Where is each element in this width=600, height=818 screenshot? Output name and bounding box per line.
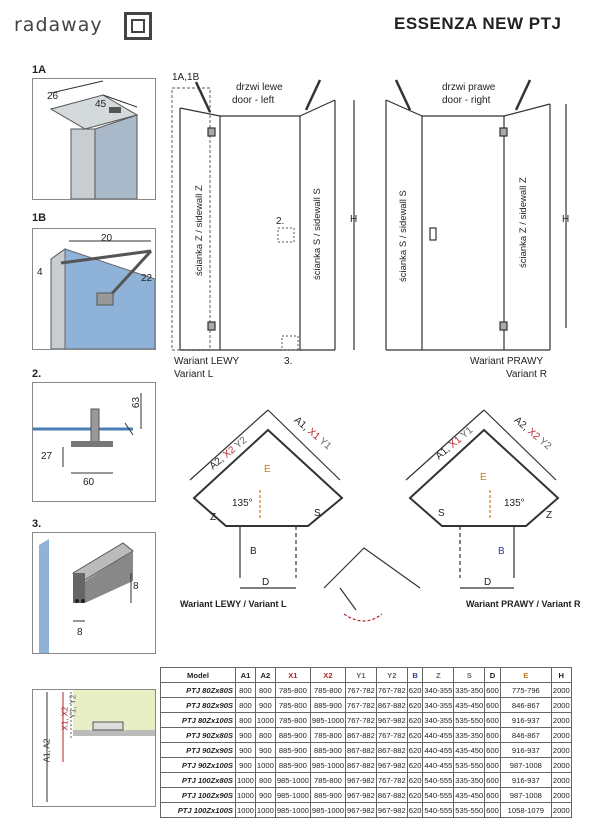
table-cell: 600: [485, 803, 501, 818]
detail-3-panel: [32, 532, 156, 654]
height-left: H: [350, 214, 358, 225]
dim-4: 4: [37, 267, 43, 278]
table-cell: 600: [485, 728, 501, 743]
table-cell: 620: [407, 713, 423, 728]
section-drawing: [33, 690, 155, 806]
table-cell: 2000: [551, 743, 571, 758]
table-cell: 785-800: [310, 683, 345, 698]
table-cell: 1000: [255, 803, 275, 818]
plan-right-z: Z: [546, 510, 553, 521]
table-cell: 2000: [551, 803, 571, 818]
table-cell: 620: [407, 743, 423, 758]
dim-45: 45: [95, 99, 107, 110]
table-cell: 985-1000: [310, 758, 345, 773]
table-header-row: [161, 668, 572, 683]
dim-27: 27: [41, 451, 53, 462]
table-cell: 916-937: [500, 743, 551, 758]
table-cell: 785-800: [275, 713, 310, 728]
table-cell: 800: [236, 713, 256, 728]
table-cell: 335-350: [454, 728, 485, 743]
dim-26: 26: [47, 91, 59, 102]
table-cell: PTJ 90Zx100S: [161, 758, 236, 773]
table-cell: 767-782: [376, 773, 407, 788]
table-row: [161, 743, 572, 758]
sidewall-s-right: ścianka S / sidewall S: [398, 190, 409, 282]
table-cell: 885-900: [310, 788, 345, 803]
door-right-pl: drzwi prawe: [442, 82, 496, 93]
table-cell: 340-355: [423, 698, 454, 713]
table-header: A2: [255, 668, 275, 683]
table-header: B: [407, 668, 423, 683]
door-left-pl: drzwi lewe: [236, 82, 283, 93]
detail-1a-panel: [32, 78, 156, 200]
table-cell: 885-900: [310, 743, 345, 758]
table-cell: 900: [236, 758, 256, 773]
table-cell: 985-1000: [275, 803, 310, 818]
table-header: Y2: [376, 668, 407, 683]
table-cell: 2000: [551, 728, 571, 743]
variant-left-pl: Wariant LEWY: [174, 356, 240, 367]
table-cell: PTJ 90Zx90S: [161, 743, 236, 758]
sidewall-s-left: ścianka S / sidewall S: [312, 188, 323, 280]
table-row: [161, 773, 572, 788]
table-cell: 985-1000: [275, 788, 310, 803]
table-cell: 867-882: [376, 743, 407, 758]
table-cell: PTJ 100Zx100S: [161, 803, 236, 818]
brand-logo: radaway: [14, 14, 103, 36]
table-cell: 1058-1079: [500, 803, 551, 818]
table-cell: 985-1000: [310, 803, 345, 818]
table-header: S: [454, 668, 485, 683]
elevation-right: [386, 80, 566, 350]
table-cell: 435-450: [454, 698, 485, 713]
plan-left-s: S: [314, 508, 321, 519]
table-cell: PTJ 100Zx90S: [161, 788, 236, 803]
callout-1a-1b: 1A,1B: [172, 72, 200, 83]
table-cell: 600: [485, 788, 501, 803]
table-header: Model: [161, 668, 236, 683]
table-cell: 600: [485, 743, 501, 758]
table-cell: 900: [236, 728, 256, 743]
plan-right-a2: A2, X2 Y2: [511, 414, 554, 453]
plan-left-z: Z: [210, 512, 217, 523]
table-cell: 767-782: [376, 728, 407, 743]
plan-left-e: E: [264, 464, 271, 475]
detail-1b-panel: [32, 228, 156, 350]
table-cell: 900: [255, 788, 275, 803]
table-cell: 967-982: [376, 758, 407, 773]
table-cell: 967-982: [346, 773, 377, 788]
section-y1y2: Y1, Y2: [68, 694, 78, 719]
variant-right-en: Variant R: [506, 369, 547, 380]
detail-1a-label: 1A: [32, 64, 47, 76]
table-row: [161, 758, 572, 773]
table-cell: 2000: [551, 698, 571, 713]
section-panel: [32, 689, 156, 807]
table-cell: 1000: [255, 758, 275, 773]
detail-1b-label: 1B: [32, 212, 47, 224]
table-cell: 2000: [551, 713, 571, 728]
table-header: E: [500, 668, 551, 683]
table-cell: 985-1000: [275, 773, 310, 788]
table-cell: 867-882: [346, 758, 377, 773]
detail-1b-drawing: [33, 229, 155, 349]
dim-60: 60: [83, 477, 95, 488]
table-header: H: [551, 668, 571, 683]
section-x1x2: X1, X2: [60, 706, 70, 731]
table-header: X1: [275, 668, 310, 683]
table-cell: 600: [485, 683, 501, 698]
table-cell: 620: [407, 728, 423, 743]
table-row: [161, 803, 572, 818]
table-cell: 846-867: [500, 728, 551, 743]
table-cell: 800: [255, 773, 275, 788]
logo-mark-icon: [124, 12, 152, 40]
table-cell: 600: [485, 698, 501, 713]
table-header: D: [485, 668, 501, 683]
table-cell: 435-450: [454, 743, 485, 758]
section-a1a2: A1, A2: [42, 738, 52, 763]
table-cell: 2000: [551, 683, 571, 698]
table-cell: 1000: [236, 773, 256, 788]
page-title: ESSENZA NEW PTJ: [394, 14, 562, 33]
table-cell: 600: [485, 713, 501, 728]
plan-right-caption: Wariant PRAWY / Variant R: [466, 599, 581, 609]
detail-3-drawing: [33, 533, 155, 653]
plan-right-e: E: [480, 472, 487, 483]
table-row: [161, 698, 572, 713]
table-cell: 620: [407, 698, 423, 713]
table-cell: PTJ 80Zx90S: [161, 698, 236, 713]
table-cell: 800: [236, 683, 256, 698]
table-cell: 916-937: [500, 713, 551, 728]
table-cell: 967-982: [376, 803, 407, 818]
table-cell: 767-782: [376, 683, 407, 698]
table-cell: 900: [236, 743, 256, 758]
plan-left-a1: A1, X1 Y1: [291, 414, 334, 453]
table-cell: 967-982: [376, 713, 407, 728]
detail-2-panel: [32, 382, 156, 502]
table-cell: 435-450: [454, 788, 485, 803]
plan-left-a2: A2, X2 Y2: [207, 434, 250, 473]
table-cell: 1000: [255, 713, 275, 728]
door-right-en: door - right: [442, 95, 491, 106]
callout-3: 3.: [284, 356, 293, 367]
table-row: [161, 728, 572, 743]
table-cell: 846-867: [500, 698, 551, 713]
sidewall-z-left: ścianka Z / sidewall Z: [194, 185, 205, 276]
table-cell: 540-555: [423, 803, 454, 818]
table-header: Z: [423, 668, 454, 683]
callout-2: 2.: [276, 216, 285, 227]
plan-left-b: B: [250, 546, 257, 557]
table-cell: 767-782: [346, 698, 377, 713]
height-right: H: [562, 214, 570, 225]
plan-left-caption: Wariant LEWY / Variant L: [180, 599, 287, 609]
table-cell: 785-800: [310, 728, 345, 743]
table-header: A1: [236, 668, 256, 683]
table-cell: 800: [236, 698, 256, 713]
table-cell: 600: [485, 758, 501, 773]
table-cell: 987-1008: [500, 788, 551, 803]
table-row: [161, 788, 572, 803]
table-cell: 867-882: [346, 743, 377, 758]
plan-center: [324, 548, 420, 621]
table-cell: PTJ 80Zx100S: [161, 713, 236, 728]
table-cell: 916-937: [500, 773, 551, 788]
table-cell: 340-355: [423, 713, 454, 728]
plan-left-d: D: [262, 577, 270, 588]
table-cell: 620: [407, 758, 423, 773]
table-cell: 900: [255, 698, 275, 713]
table-row: [161, 713, 572, 728]
plan-right-angle: 135°: [504, 498, 525, 509]
variant-left-en: Variant L: [174, 369, 214, 380]
table-cell: PTJ 100Zx80S: [161, 773, 236, 788]
table-cell: 2000: [551, 788, 571, 803]
dim-63: 63: [131, 396, 143, 409]
plan-right-b: B: [498, 546, 505, 557]
table-cell: 2000: [551, 773, 571, 788]
table-cell: 885-900: [310, 698, 345, 713]
detail-2-label: 2.: [32, 368, 42, 380]
plan-right-a1: A1, X1 Y1: [433, 424, 476, 463]
variant-right-pl: Wariant PRAWY: [470, 356, 544, 367]
table-cell: 540-555: [423, 788, 454, 803]
table-cell: 600: [485, 773, 501, 788]
dim-22: 22: [141, 273, 153, 284]
dim-8-height: 8: [133, 581, 139, 592]
table-cell: 2000: [551, 758, 571, 773]
table-cell: 340-355: [423, 683, 454, 698]
table-row: [161, 683, 572, 698]
table-cell: 785-800: [275, 683, 310, 698]
table-cell: 767-782: [346, 713, 377, 728]
table-cell: 800: [255, 728, 275, 743]
dim-20: 20: [101, 233, 113, 244]
table-cell: 620: [407, 773, 423, 788]
table-cell: 967-982: [346, 788, 377, 803]
table-cell: PTJ 90Zx80S: [161, 728, 236, 743]
table-cell: 785-800: [275, 698, 310, 713]
table-cell: 867-882: [376, 788, 407, 803]
table-cell: 440-455: [423, 758, 454, 773]
table-cell: 867-882: [376, 698, 407, 713]
table-cell: 620: [407, 788, 423, 803]
table-cell: 985-1000: [310, 713, 345, 728]
plan-drawings: [160, 400, 590, 650]
table-cell: 1000: [236, 803, 256, 818]
table-cell: 1000: [236, 788, 256, 803]
table-cell: 540-555: [423, 773, 454, 788]
table-cell: 767-782: [346, 683, 377, 698]
door-left-en: door - left: [232, 95, 275, 106]
sidewall-z-right: ścianka Z / sidewall Z: [518, 177, 529, 268]
table-header: Y1: [346, 668, 377, 683]
detail-3-label: 3.: [32, 518, 42, 530]
table-cell: 867-882: [346, 728, 377, 743]
table-cell: 785-800: [310, 773, 345, 788]
table-cell: 885-900: [275, 728, 310, 743]
table-cell: 620: [407, 803, 423, 818]
table-cell: 885-900: [275, 743, 310, 758]
table-cell: 775-796: [500, 683, 551, 698]
table-cell: 800: [255, 683, 275, 698]
spec-table: [160, 667, 572, 818]
table-cell: 987-1008: [500, 758, 551, 773]
table-cell: 440-455: [423, 728, 454, 743]
table-cell: 535-550: [454, 758, 485, 773]
table-cell: 535-550: [454, 713, 485, 728]
table-cell: 620: [407, 683, 423, 698]
table-cell: 535-550: [454, 803, 485, 818]
plan-right-d: D: [484, 577, 492, 588]
plan-left-angle: 135°: [232, 498, 253, 509]
dim-8-width: 8: [77, 627, 83, 638]
table-cell: PTJ 80Zx80S: [161, 683, 236, 698]
table-header: X2: [310, 668, 345, 683]
table-cell: 900: [255, 743, 275, 758]
table-cell: 335-350: [454, 773, 485, 788]
table-cell: 967-982: [346, 803, 377, 818]
table-cell: 440-455: [423, 743, 454, 758]
table-cell: 885-900: [275, 758, 310, 773]
table-cell: 335-350: [454, 683, 485, 698]
plan-right-s: S: [438, 508, 445, 519]
